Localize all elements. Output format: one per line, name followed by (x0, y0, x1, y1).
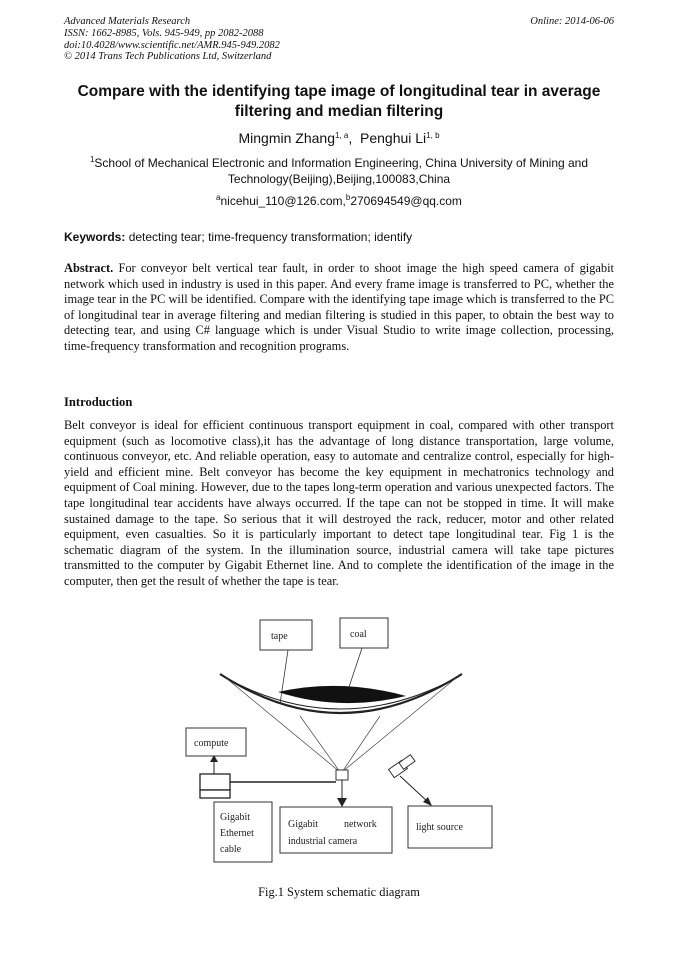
view-line-4 (342, 716, 380, 772)
figure-caption: Fig.1 System schematic diagram (258, 885, 420, 899)
author-2-sup: 1, b (426, 131, 440, 140)
author-1: Mingmin Zhang (238, 130, 335, 146)
abstract-label: Abstract. (64, 261, 114, 275)
light-source-label: light source (416, 822, 463, 833)
emails (64, 193, 614, 209)
camera-label-2: industrial camera (288, 836, 358, 847)
affiliation-sup: 1 (89, 155, 95, 164)
paper-title: Compare with the identifying tape image of longitudinal tear in average filtering and median filtering (77, 83, 601, 120)
doi-line: doi:10.4028/www.scientific.net/AMR.945-949.2082 (64, 39, 280, 51)
camera-label-1b: network (344, 819, 377, 830)
keywords (64, 230, 614, 245)
email-a[interactable]: nicehui_110@126.com, (220, 194, 346, 208)
affiliation-text: School of Mechanical Electronic and Information Engineering, China University of Mining and Technology(Beijing),Beijing,100083,China (94, 156, 589, 186)
author-1-sup: 1, a (334, 131, 349, 140)
keywords-text: detecting tear; time-frequency transformation; identify (125, 230, 413, 244)
abstract (64, 261, 618, 355)
abstract-text: For conveyor belt vertical tear fault, in order to shoot image the high speed camera of gigabit network which used in industry is used in this paper. And every frame image is transferred to PC, whether the image tear in the PC will be identified. Compare with the identifying tape image which is transferred to the PC of longitudinal tear in average filtering and median filtering is studied in this paper, to obtain the best way to detecting tear, and using C# language which is under Visual Studio to write image collection, processing, time-frequency transformation and recognition programs. (64, 261, 618, 353)
email-a-sup: a (216, 193, 221, 202)
system-schematic-figure (180, 612, 500, 872)
coal-load (278, 686, 406, 703)
author-line (60, 129, 618, 147)
online-date: Online: 2014-06-06 (530, 16, 614, 27)
journal-name: Advanced Materials Research (64, 16, 191, 27)
coal-leader (348, 648, 362, 690)
issn-line: ISSN: 1662-8985, Vols. 945-949, pp 2082-2088 (64, 27, 264, 39)
keywords-label: Keywords: (64, 230, 126, 244)
compute-label: compute (194, 738, 229, 749)
copyright-line: © 2014 Trans Tech Publications Ltd, Switzerland (64, 51, 272, 63)
email-b[interactable]: 270694549@qq.com (350, 194, 462, 208)
coal-label: coal (350, 629, 367, 640)
lamp-icon (389, 755, 415, 778)
tape-label: tape (271, 631, 288, 642)
section-heading-introduction: Introduction (64, 395, 133, 409)
journal-header (64, 16, 280, 63)
email-b-sup: b (345, 193, 351, 202)
author-2: Penghui Li (360, 130, 427, 146)
introduction-text: Belt conveyor is ideal for efficient continuous transport equipment in coal, compared with other transport equipment (such as locomotive class),it has the advantage of long distance transportation, large volume, continuous conveyor, etc. And reliable operation, easy to automate and centralize control, especially for high-yield and efficient mine. Belt conveyor has become the key equipment in mechatronics technology and equipment of Coal mining. However, due to the tapes long-term operation and various unexpected factors. The tape longitudinal tear accidents have always occurred. If the tape can not be stopped in time. It will make sustained damage to the tape. So serious that it will destroyed the rack, reducer, motor and other related equipment, even casualties. So it is particularly important to detect tape longitudinal tear. Fig 1 is the schematic diagram of the system. In the illumination source, industrial camera will take tape pictures transmitted to the computer by Gigabit Ethernet line. And to complete the identification of the image in the computer, then get the result of whether the tape is tear. (64, 418, 614, 588)
light-arrow-line (400, 776, 428, 802)
ethernet-label-2: Ethernet (220, 828, 254, 839)
camera-body (336, 770, 348, 780)
author-separator: , (348, 130, 360, 146)
tape-leader (280, 650, 288, 704)
camera-label-1: Gigabit (288, 819, 318, 830)
affiliation (64, 155, 614, 187)
ethernet-label-1: Gigabit (220, 812, 250, 823)
ethernet-label-3: cable (220, 844, 242, 855)
ethernet-connector-base (200, 790, 230, 798)
camera-arrow-head (337, 798, 347, 807)
ethernet-connector (200, 774, 230, 790)
